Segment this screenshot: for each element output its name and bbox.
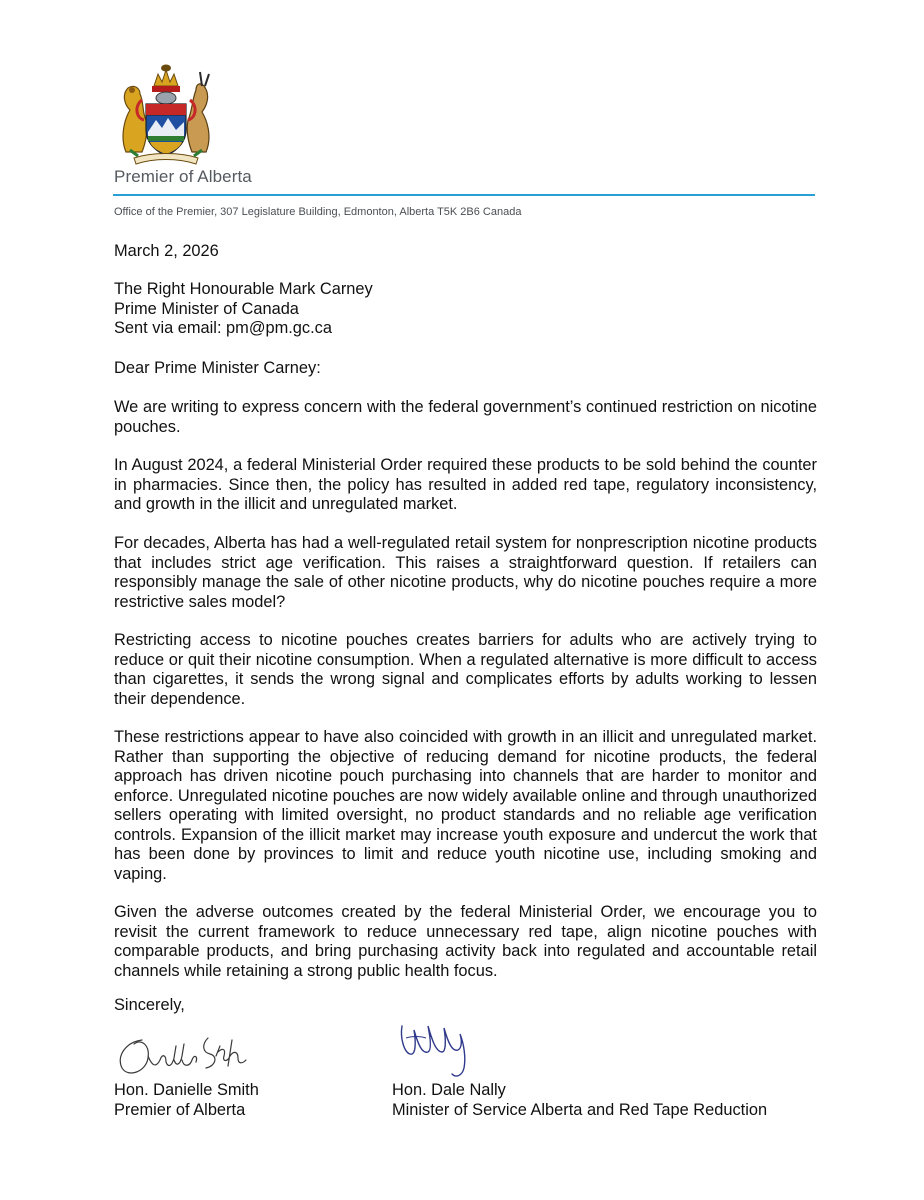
signatory-nally bbox=[392, 1081, 767, 1120]
signatory-name: Hon. Dale Nally bbox=[392, 1081, 506, 1099]
body-paragraph: Given the adverse outcomes created by the federal Ministerial Order, we encourage you to revisit the current framework to reduce unnecessary red tape, align nicotine pouches with comparable products, and bring purchasing activity back into regulated and accountable retail channels while retaining a strong public health focus. bbox=[114, 903, 817, 980]
recipient-name: The Right Honourable Mark Carney bbox=[114, 280, 373, 298]
body-paragraph: These restrictions appear to have also coincided with growth in an illicit and unregulated market. Rather than supporting the objective of reducing demand for nicotine products, the federal approach has driven nicotine pouch purchasing into channels that are harder to monitor and enforce. Unregulated nicotine pouches are now widely available online and through unauthorized sellers operating with limited oversight, no product standards and no reliable age verification controls. Expansion of the illicit market may increase youth exposure and undercut the work that has been done by provinces to limit and reduce youth nicotine use, including smoking and vaping. bbox=[114, 728, 817, 883]
danielle-smith-signature-icon bbox=[112, 1026, 272, 1082]
letter-date: March 2, 2026 bbox=[114, 242, 219, 260]
signatory-title: Minister of Service Alberta and Red Tape Reduction bbox=[392, 1100, 768, 1119]
recipient-block bbox=[114, 280, 817, 339]
recipient-email: Sent via email: pm@pm.gc.ca bbox=[114, 319, 332, 337]
body-paragraph: Restricting access to nicotine pouches creates barriers for adults who are actively trying to reduce or quit their nicotine consumption. When a regulated alternative is more difficult to access than cigarettes, it sends the wrong signal and complicates efforts by adults working to lessen their dependence. bbox=[114, 631, 817, 708]
recipient-title: Prime Minister of Canada bbox=[114, 299, 299, 318]
letterhead-rule bbox=[113, 194, 815, 196]
signatory-title: Premier of Alberta bbox=[114, 1100, 246, 1119]
body-paragraph: We are writing to express concern with the federal government’s continued restriction on nicotine pouches. bbox=[114, 398, 817, 436]
salutation: Dear Prime Minister Carney: bbox=[114, 359, 321, 377]
signatory-name: Hon. Danielle Smith bbox=[114, 1081, 259, 1099]
office-name: Premier of Alberta bbox=[114, 167, 252, 186]
closing: Sincerely, bbox=[114, 996, 185, 1014]
signatory-smith bbox=[114, 1081, 259, 1120]
body-paragraph: For decades, Alberta has had a well-regulated retail system for nonprescription nicotine products that includes strict age verification. This raises a straightforward question. If retailers can responsibly manage the sale of other nicotine products, why do nicotine pouches require a more restrictive sales model? bbox=[114, 534, 817, 611]
dale-nally-signature-icon bbox=[392, 1018, 482, 1080]
office-address: Office of the Premier, 307 Legislature Building, Edmonton, Alberta T5K 2B6 Canada bbox=[114, 206, 522, 218]
alberta-coat-of-arms-icon bbox=[112, 60, 220, 168]
body-paragraph: In August 2024, a federal Ministerial Order required these products to be sold behind the counter in pharmacies. Since then, the policy has resulted in added red tape, regulatory inconsistency, and growth in the illicit and unregulated market. bbox=[114, 456, 817, 513]
